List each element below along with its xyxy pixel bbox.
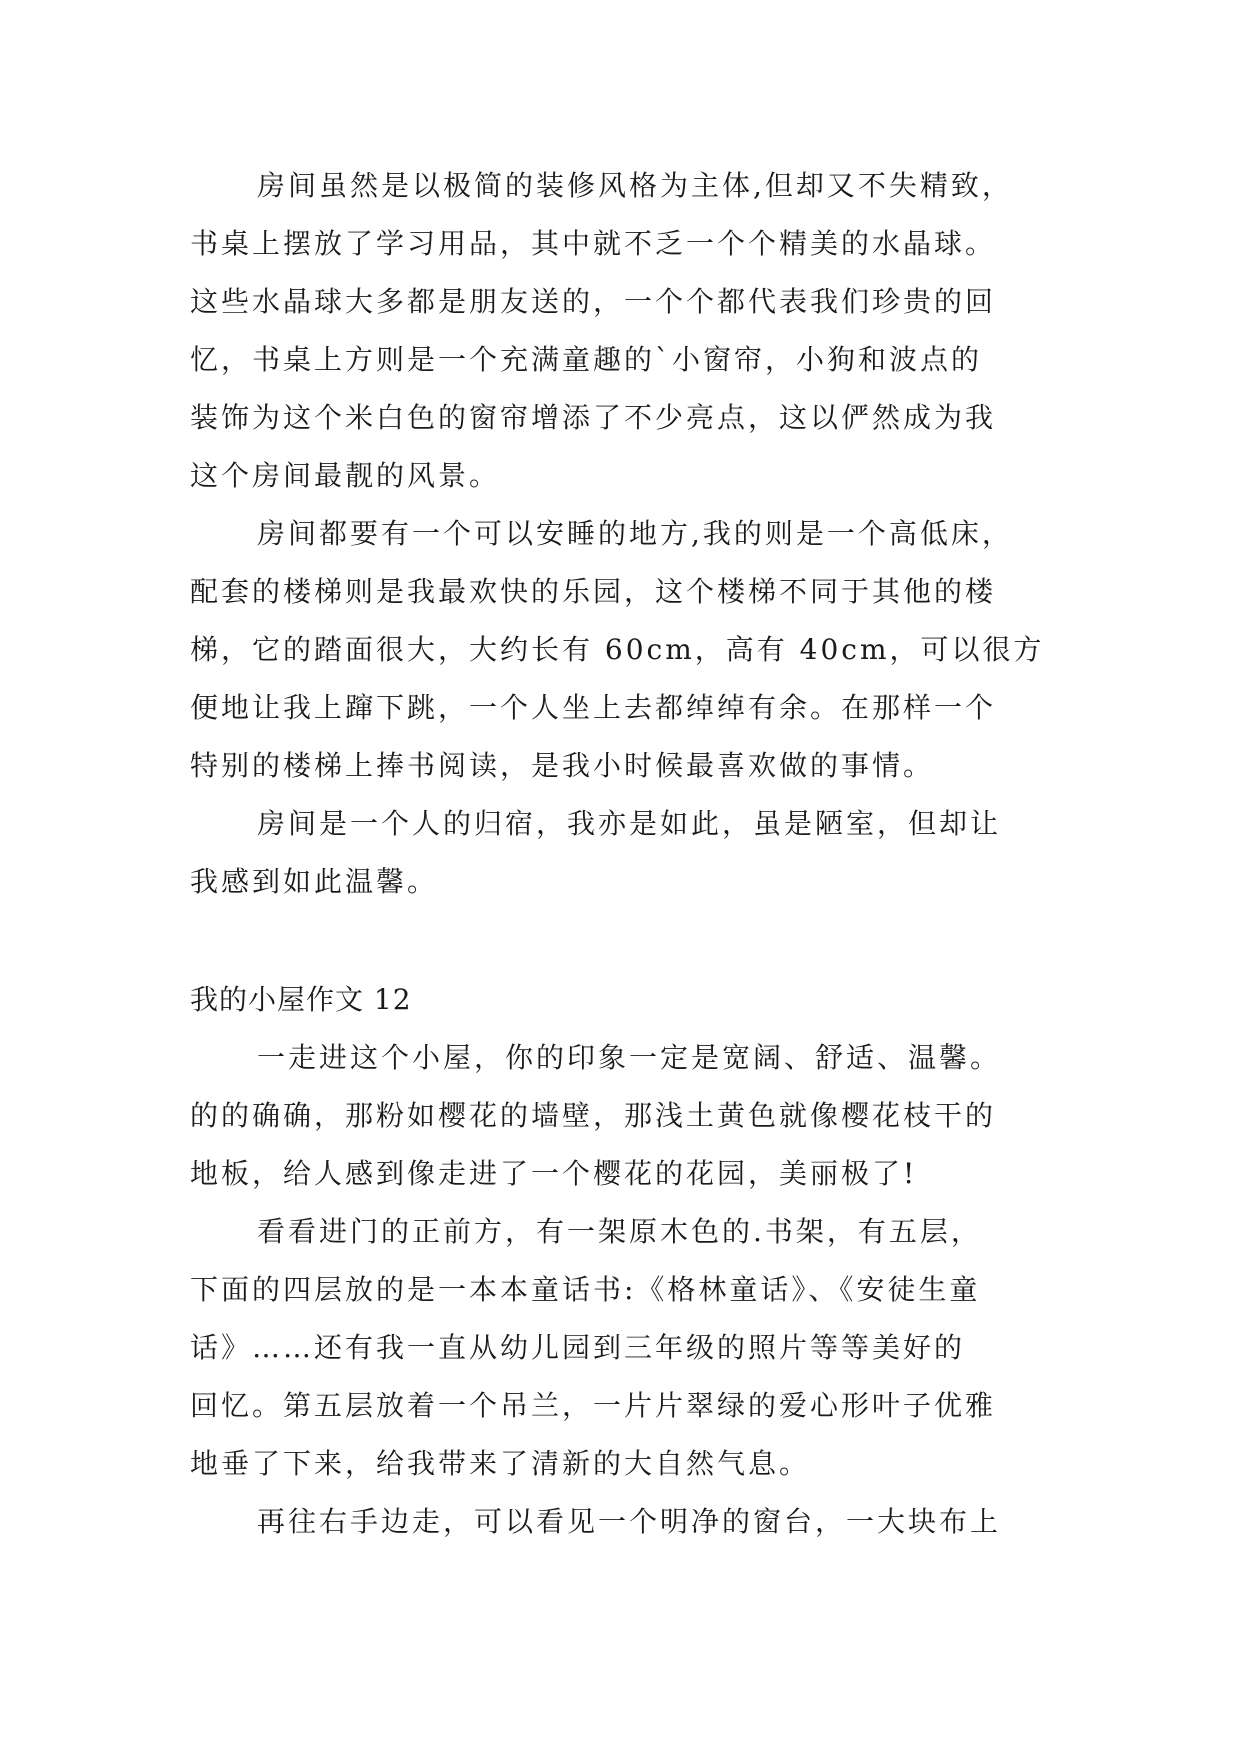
paragraph-5-line-4: 回忆。第五层放着一个吊兰，一片片翠绿的爱心形叶子优雅 (190, 1389, 997, 1422)
paragraph-1-line-4: 忆，书桌上方则是一个充满童趣的`小窗帘，小狗和波点的 (190, 343, 983, 376)
paragraph-2-line-5: 特别的楼梯上捧书阅读，是我小时候最喜欢做的事情。 (190, 749, 935, 782)
paragraph-5-line-3: 话》……还有我一直从幼儿园到三年级的照片等等美好的 (190, 1331, 966, 1364)
paragraph-2-line-2: 配套的楼梯则是我最欢快的乐园，这个楼梯不同于其他的楼 (190, 575, 997, 608)
paragraph-1-line-6: 这个房间最靓的风景。 (190, 459, 501, 492)
paragraph-3-line-1: 房间是一个人的归宿，我亦是如此，虽是陋室，但却让 (257, 807, 1002, 840)
paragraph-1-line-5: 装饰为这个米白色的窗帘增添了不少亮点，这以俨然成为我 (190, 401, 997, 434)
paragraph-1-line-3: 这些水晶球大多都是朋友送的，一个个都代表我们珍贵的回 (190, 285, 997, 318)
paragraph-2-line-4: 便地让我上蹿下跳，一个人坐上去都绰绰有余。在那样一个 (190, 691, 997, 724)
paragraph-6-line-1: 再往右手边走，可以看见一个明净的窗台，一大块布上 (257, 1505, 1002, 1538)
paragraph-1-line-1: 房间虽然是以极简的装修风格为主体,但却又不失精致， (257, 169, 1013, 202)
paragraph-2-line-1: 房间都要有一个可以安睡的地方,我的则是一个高低床， (257, 517, 1013, 550)
paragraph-1-line-2: 书桌上摆放了学习用品，其中就不乏一个个精美的水晶球。 (190, 227, 997, 260)
section-heading: 我的小屋作文 12 (190, 983, 412, 1016)
paragraph-5-line-1: 看看进门的正前方，有一架原木色的.书架，有五层， (257, 1215, 982, 1248)
paragraph-5-line-5: 地垂了下来，给我带来了清新的大自然气息。 (190, 1447, 811, 1480)
paragraph-4-line-1: 一走进这个小屋，你的印象一定是宽阔、舒适、温馨。 (257, 1041, 1002, 1074)
paragraph-3-line-2: 我感到如此温馨。 (190, 865, 439, 898)
paragraph-5-line-2: 下面的四层放的是一本本童话书:《格林童话》、《安徒生童 (190, 1273, 981, 1306)
paragraph-4-line-3: 地板，给人感到像走进了一个樱花的花园，美丽极了! (190, 1157, 918, 1190)
paragraph-4-line-2: 的的确确，那粉如樱花的墙壁，那浅土黄色就像樱花枝干的 (190, 1099, 997, 1132)
paragraph-2-line-3: 梯，它的踏面很大，大约长有 60cm，高有 40cm，可以很方 (190, 633, 1045, 666)
